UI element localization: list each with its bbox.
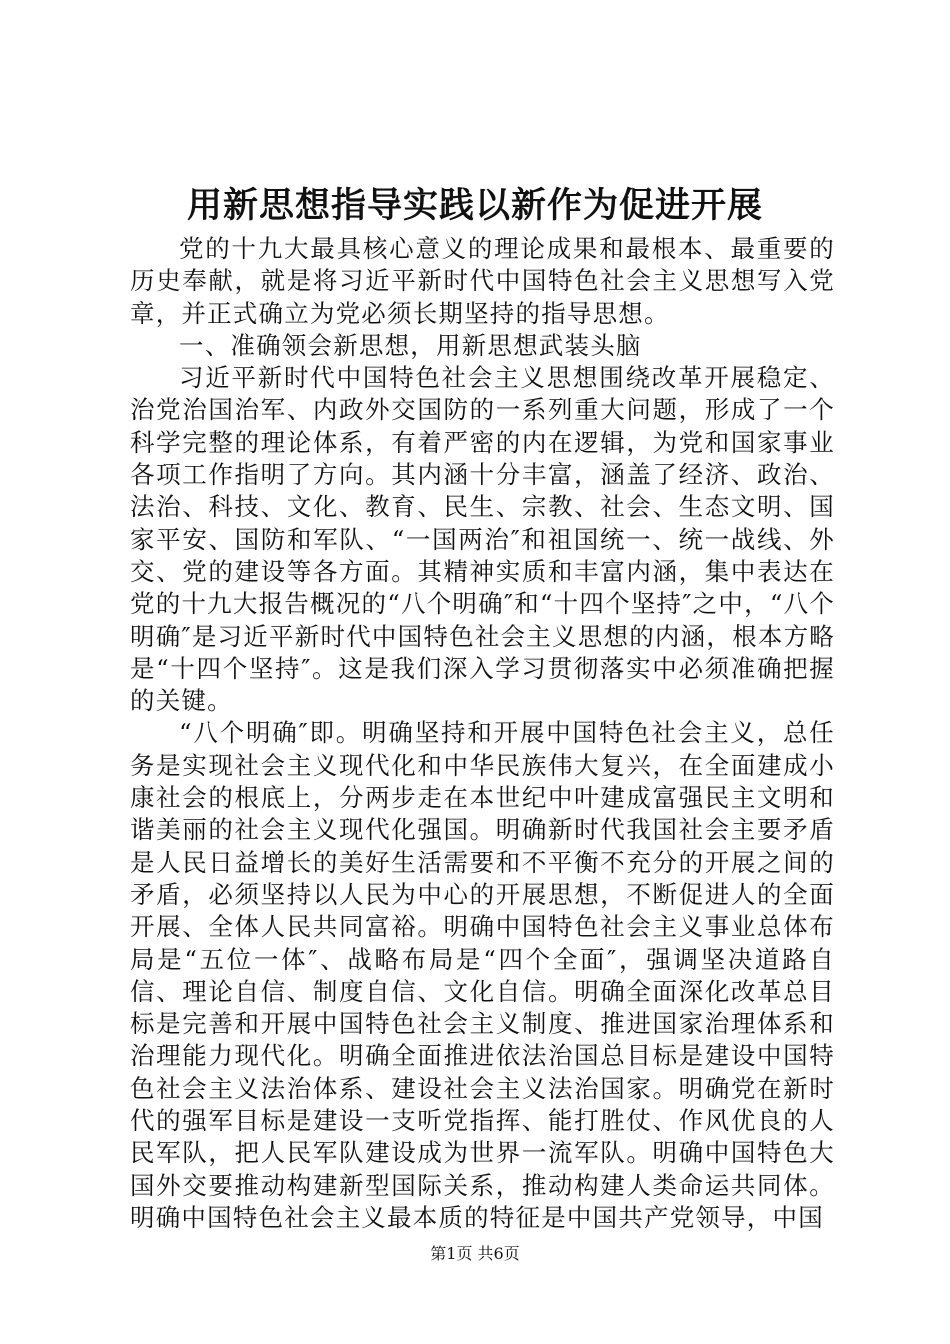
page-footer: 第1页 共6页 xyxy=(430,1244,520,1263)
paragraph-thought-system: 习近平新时代中国特色社会主义思想围绕改革开展稳定、治党治国治军、内政外交国防的一系列重大问题，形成了一个科学完整的理论体系，有着严密的内在逻辑，为党和国家事业各项工作指明了方向。其内涵十分丰富，涵盖了经济、政治、法治、科技、文化、教育、民生、宗教、社会、生态文明、国家平安、国防和军队、“一国两治″和祖国统一、统一战线、外交、党的建设等各方面。其精神实质和丰富内涵，集中表达在党的十九大报告概况的“八个明确″和“十四个坚持″之中，“八个明确″是习近平新时代中国特色社会主义思想的内涵，根本方略是“十四个坚持″。这是我们深入学习贯彻落实中必须准确把握的关键。 xyxy=(130,363,835,716)
paragraph-eight-clarifications: “八个明确″即。明确坚持和开展中国特色社会主义，总任务是实现社会主义现代化和中华民族伟大复兴，在全面建成小康社会的根底上，分两步走在本世纪中叶建成富强民主文明和谐美丽的社会主义现代化强国。明确新时代我国社会主要矛盾是人民日益增长的美好生活需要和不平衡不充分的开展之间的矛盾，必须坚持以人民为中心的开展思想，不断促进人的全面开展、全体人民共同富裕。明确中国特色社会主义事业总体布局是“五位一体″、战略布局是“四个全面″，强调坚决道路自信、理论自信、制度自信、文化自信。明确全面深化改革总目标是完善和开展中国特色社会主义制度、推进国家治理体系和治理能力现代化。明确全面推进依法治国总目标是建设中国特色社会主义法治体系、建设社会主义法治国家。明确党在新时代的强军目标是建设一支听党指挥、能打胜仗、作风优良的人民军队，把人民军队建设成为世界一流军队。明确中国特色大国外交要推动构建新型国际关系，推动构建人类命运共同体。明确中国特色社会主义最本质的特征是中国共产党领导，中国 xyxy=(130,718,835,1232)
paragraph-intro: 党的十九大最具核心意义的理论成果和最根本、最重要的历史奉献，就是将习近平新时代中国特色社会主义思想写入党章，并正式确立为党必须长期坚持的指导思想。 xyxy=(130,234,835,328)
document-body xyxy=(130,233,835,1234)
document-title: 用新思想指导实践以新作为促进开展 xyxy=(186,185,763,226)
section-heading-1: 一、准确领会新思想，用新思想武装头脑 xyxy=(179,330,642,360)
